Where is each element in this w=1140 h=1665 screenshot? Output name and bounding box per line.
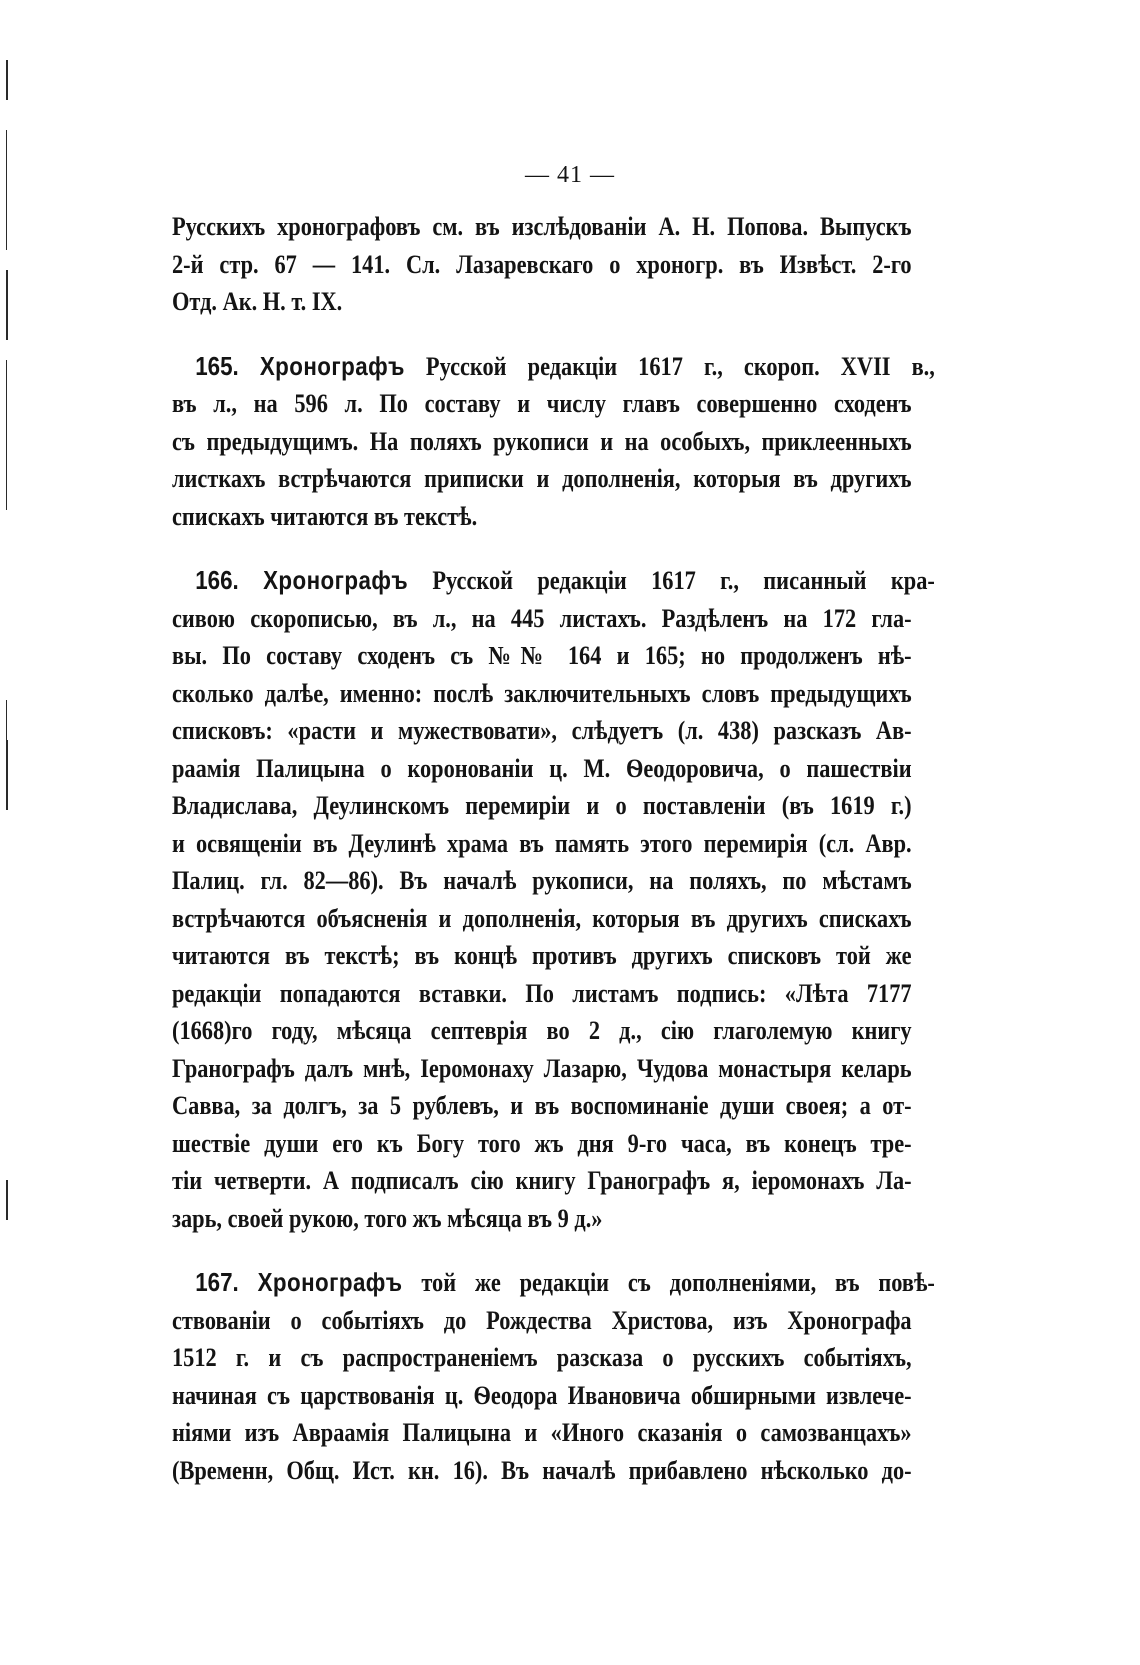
text-line: спискахъ читаются въ текстѣ. (172, 501, 478, 531)
text-line: Владислава, Деулинскомъ перемиріи и о поставленіи (въ 1619 г.) (172, 791, 912, 820)
text-line: Палиц. гл. 82—86). Въ началѣ рукописи, на поляхъ, по мѣстамъ (172, 866, 912, 895)
text-line: списковъ: «расти и мужествовати», слѣдуетъ (л. 438) разсказъ Ав- (172, 716, 912, 745)
intro-paragraph (172, 208, 912, 321)
text-line: ствованіи о событіяхъ до Рождества Христова, изъ Хронографа (172, 1305, 912, 1335)
text-line: сивою скорописью, въ л., на 445 листахъ. Раздѣленъ на 172 гла- (172, 603, 912, 633)
entry-165 (172, 348, 935, 536)
text-line: Русскихъ хронографовъ см. въ изслѣдованіи А. Н. Попова. Выпускъ (172, 212, 912, 241)
text-line: 2-й стр. 67 — 141. Сл. Лазаревскаго о хроногр. въ Извѣст. 2-го (172, 249, 912, 279)
text-line: редакціи попадаются вставки. По листамъ подпись: «Лѣта 7177 (172, 978, 912, 1008)
text-line: 1512 г. и съ распространеніемъ разсказа о русскихъ событіяхъ, (172, 1343, 912, 1372)
text-line: вы. По составу сходенъ съ №№ 164 и 165; но продолженъ нѣ- (172, 641, 912, 670)
entry-heading-text: Русской редакціи 1617 г., скороп. XVII в., (425, 351, 935, 381)
entry-number: 165. (195, 350, 239, 381)
text-line: встрѣчаются объясненія и дополненія, которыя въ другихъ спискахъ (172, 903, 912, 933)
text-line: Отд. Ак. Н. т. IX. (172, 287, 343, 316)
entry-number: 166. (195, 565, 239, 595)
entry-title: Хронографъ (263, 565, 409, 595)
text-line: (1668)го году, мѣсяца септеврія во 2 д., сію глаголемую книгу (172, 1016, 912, 1045)
text-line: листкахъ встрѣчаются приписки и дополненія, которыя въ другихъ (172, 464, 912, 493)
entry-title: Хронографъ (257, 1267, 403, 1297)
entry-heading-text: Русской редакціи 1617 г., писанный кра- (432, 566, 935, 595)
entry-heading-line (172, 1264, 935, 1302)
text-line: ніями изъ Авраамія Палицына и «Иного сказанія о самозванцахъ» (172, 1418, 912, 1447)
entry-167 (172, 1264, 935, 1489)
text-line: раамія Палицына о коронованіи ц. М. Ѳеодоровича, о пашествіи (172, 753, 912, 783)
text-line: сколько далѣе, именно: послѣ заключительныхъ словъ предыдущихъ (172, 678, 912, 708)
text-line: Савва, за долгъ, за 5 рублевъ, и въ воспоминаніе души своея; а от- (172, 1091, 912, 1120)
entry-number: 167. (195, 1267, 239, 1297)
text-line: съ предыдущимъ. На поляхъ рукописи и на особыхъ, приклеенныхъ (172, 426, 912, 456)
text-line: зарь, своей рукою, того жъ мѣсяца въ 9 д.» (172, 1203, 603, 1233)
text-line: начиная съ царствованія ц. Ѳеодора Ивановича обширными извлече- (172, 1380, 912, 1410)
entry-title: Хронографъ (259, 350, 405, 381)
page-number: — 41 — (525, 162, 615, 188)
entry-heading-text: той же редакціи съ дополненіями, въ повѣ- (421, 1268, 935, 1297)
binding-edge-marks (6, 40, 12, 1220)
entry-heading-line (172, 348, 935, 386)
entry-166 (172, 562, 935, 1237)
text-line: тіи четверти. А подписалъ сію книгу Гранографъ я, іеромонахъ Ла- (172, 1166, 912, 1195)
text-line: (Временн, Общ. Ист. кн. 16). Въ началѣ прибавлено нѣсколько до- (172, 1455, 912, 1485)
text-line: шествіе души его къ Богу того жъ дня 9-го часа, въ конецъ тре- (172, 1128, 912, 1158)
text-line: Гранографъ далъ мнѣ, Іеромонаху Лазарю, Чудова монастыря келарь (172, 1053, 912, 1083)
text-line: и освященіи въ Деулинѣ храма въ память этого перемирія (сл. Авр. (172, 828, 912, 858)
main-text (172, 208, 935, 1489)
text-line: въ л., на 596 л. По составу и числу главъ совершенно сходенъ (172, 389, 912, 418)
text-line: читаются въ текстѣ; въ концѣ противъ другихъ списковъ той же (172, 941, 912, 970)
entry-heading-line (172, 562, 935, 600)
